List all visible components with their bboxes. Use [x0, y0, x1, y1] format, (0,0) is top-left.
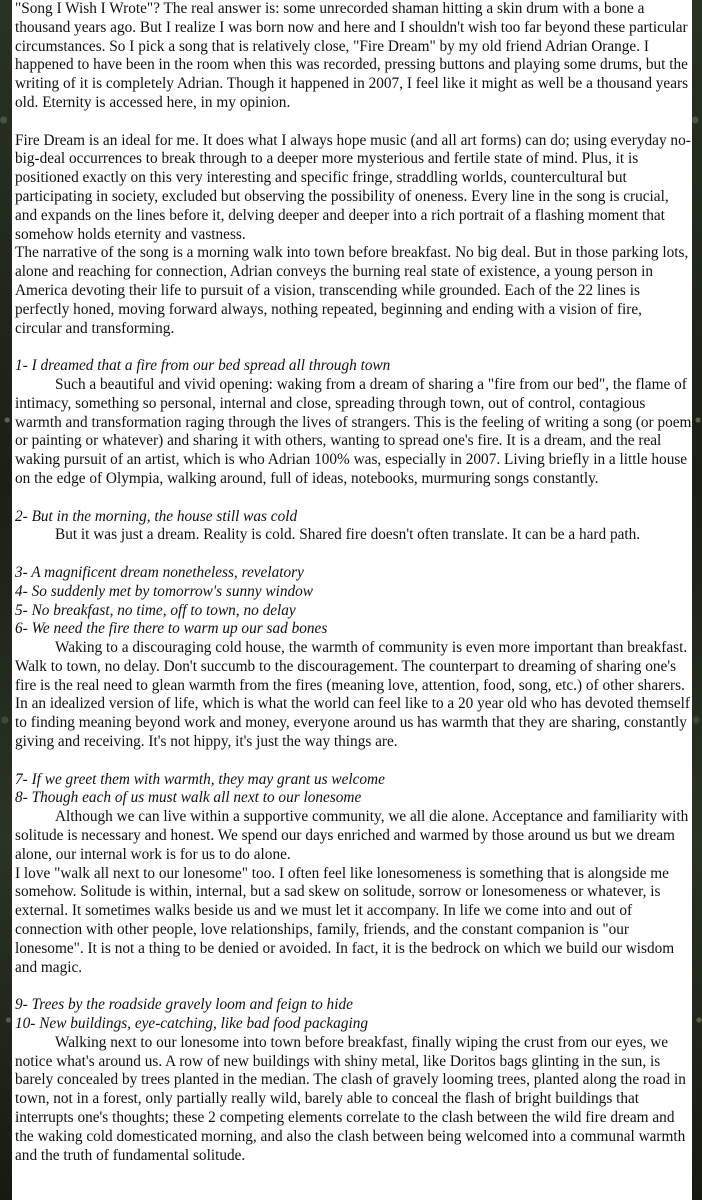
background-foliage-right: [692, 0, 702, 1200]
commentary-3: Waking to a discouraging cold house, the warmth of community is even more important than breakfast. Walk to town, no delay. Don't succumb to the discouragement. The counterpart to dreaming of sharing one's fire is the real need to glean warmth from the fires (meaning love, attention, food, song, etc.) of other sharers. In an idealized version of life, which is what the world can feel like to a 20 year old who has devoted themself to finding meaning beyond work and money, everyone around us has warmth that they are sharing, constantly giving and receiving. It's not hippy, it's just the way things are.: [15, 639, 690, 751]
lyric-line-7: 7- If we greet them with warmth, they may grant us welcome: [15, 770, 385, 788]
commentary-1: Such a beautiful and vivid opening: waking from a dream of sharing a "fire from our bed", the flame of intimacy, something so personal, internal and close, spreading through town, out of control, contagious warmth and transformation raging through the lives of strangers. This is the feeling of writing a song (or poem or painting or whatever) and sharing it with others, wanting to spread one's fire. It is a dream, and the real waking pursuit of an artist, which is who Adrian 100% was, especially in 2007. Living briefly in a little house on the edge of Olympia, walking around, full of ideas, notebooks, murmuring songs constantly.: [15, 375, 692, 487]
commentary-5: I love "walk all next to our lonesome" too. I often feel like lonesomeness is something that is alongside me somehow. Solitude is within, internal, but a sad skew on solitude, sorrow or lonesomeness or whatever, is external. It sometimes walks beside us and we must let it accompany. In life we come into and out of connection with other people, love relationships, family, friends, and the constant companion is "our lonesome". It is not a thing to be denied or avoided. In fact, it is the bedrock on which we build our wisdom and magic.: [15, 864, 675, 976]
background-foliage-left: [0, 0, 12, 1200]
lyric-line-1: 1- I dreamed that a fire from our bed spread all through town: [15, 357, 391, 375]
intro-paragraph: "Song I Wish I Wrote"? The real answer is: some unrecorded shaman hitting a skin drum with a bone a thousand years ago. But I realize I was born now and here and I shouldn't wish too far beyond these particular circumstances. So I pick a song that is relatively close, "Fire Dream" by my old friend Adrian Orange. I happened to have been in the room when this was recorded, pressing buttons and playing some drums, but the writing of it is completely Adrian. Though it happened in 2007, I feel like it might as well be a thousand years old. Eternity is accessed here, in my opinion.: [15, 0, 689, 111]
document-page: [12, 0, 692, 1200]
narrative-paragraph: The narrative of the song is a morning walk into town before breakfast. No big deal. But in those parking lots, alone and reaching for connection, Adrian conveys the burning real state of existence, a young person in America devoting their life to pursuit of a vision, transcending while grounded. Each of the 22 lines is perfectly honed, moving forward always, nothing repeated, beginning and ending with a vision of fire, circular and transforming.: [15, 244, 689, 337]
lyric-line-10: 10- New buildings, eye-catching, like bad food packaging: [15, 1015, 369, 1033]
lyric-line-4: 4- So suddenly met by tomorrow's sunny window: [15, 582, 314, 600]
lyric-line-6: 6- We need the fire there to warm up our sad bones: [15, 620, 328, 638]
lyric-line-3: 3- A magnificent dream nonetheless, revelatory: [15, 563, 304, 581]
ideal-paragraph: Fire Dream is an ideal for me. It does what I always hope music (and all art forms) can do; using everyday no-big-deal occurrences to break through to a deeper more mysterious and fertile state of mind. Plus, it is positioned exactly on this very interesting and specific fringe, straddling worlds, countercultural but participating in society, excluded but observing the possibility of oneness. Every line in the song is crucial, and expands on the lines before it, delving deeper and deeper into a rich portrait of a flashing moment that somehow holds eternity and vastness.: [15, 131, 691, 243]
commentary-6: Walking next to our lonesome into town before breakfast, finally wiping the crust from our eyes, we notice what's around us. A row of new buildings with shiny metal, like Doritos bags glinting in the sun, is barely concealed by trees planted in the median. The clash of gravely looming trees, planted along the road in town, not in a forest, only partially really wild, barely able to conceal the flash of bright buildings that interrupts one's thoughts; these 2 competing elements correlate to the clash between the wild fire dream and the waking cold domesticated morning, and also the clash between being welcomed into a communal warmth and the truth of fundamental solitude.: [15, 1033, 686, 1164]
commentary-4: Although we can live within a supportive community, we all die alone. Acceptance and familiarity with solitude is necessary and honest. We spend our days enriched and warmed by those around us but we dream alone, our internal work is for us to do alone.: [15, 808, 689, 863]
lyric-line-9: 9- Trees by the roadside gravely loom and feign to hide: [15, 996, 353, 1014]
lyric-line-8: 8- Though each of us must walk all next to our lonesome: [15, 789, 362, 807]
lyric-line-5: 5- No breakfast, no time, off to town, no delay: [15, 601, 296, 619]
commentary-2: But it was just a dream. Reality is cold. Shared fire doesn't often translate. It can be a hard path.: [55, 526, 641, 544]
lyric-line-2: 2- But in the morning, the house still was cold: [15, 507, 298, 525]
